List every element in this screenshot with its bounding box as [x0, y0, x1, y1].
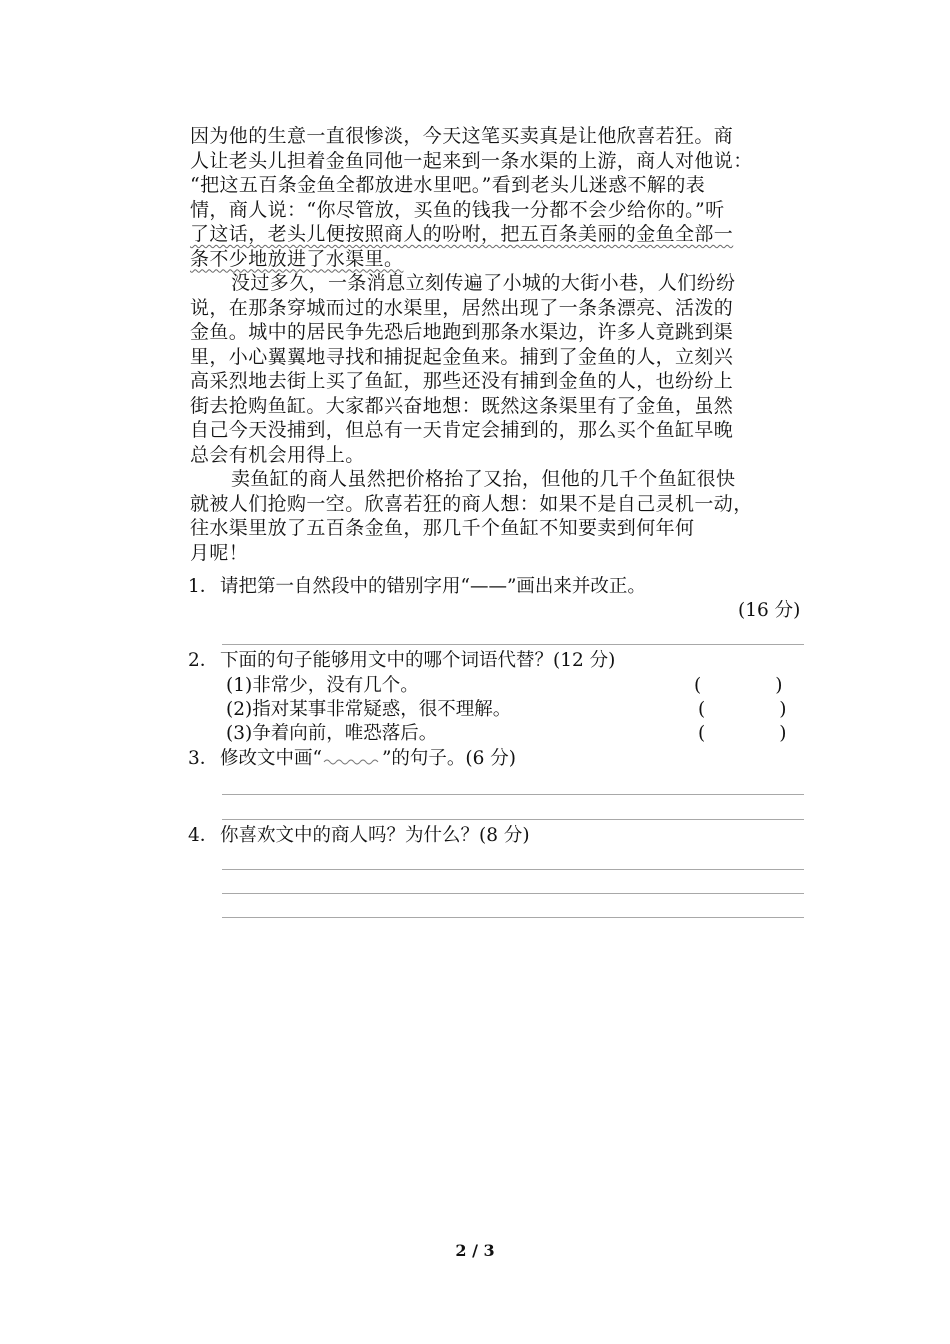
wavy-line-mark	[322, 749, 382, 759]
question-2-item-1-answer-blank[interactable]: ( )	[694, 675, 783, 696]
question-2-item-3-answer-blank[interactable]: ( )	[698, 723, 787, 744]
question-4-answer-line-3[interactable]	[222, 917, 804, 918]
question-3-answer-line-1[interactable]	[222, 794, 804, 795]
passage-line-18: 月呢！	[190, 541, 249, 564]
question-4-number: 4．	[188, 825, 219, 846]
question-3-number: 3．	[188, 748, 219, 769]
question-2-item-2-answer-blank[interactable]: ( )	[698, 699, 787, 720]
question-3-answer-line-2[interactable]	[222, 819, 804, 820]
passage-line-16: 就被人们抢购一空。欣喜若狂的商人想：如果不是自己灵机一动，	[190, 492, 753, 515]
page-number: 2 / 3	[455, 1241, 495, 1260]
passage-line-1: 因为他的生意一直很惨淡，今天这笔买卖真是让他欣喜若狂。商	[190, 125, 734, 147]
question-3-text-before: 修改文中画“	[220, 748, 322, 769]
passage-line-17: 往水渠里放了五百条金鱼，那几千个鱼缸不知要卖到何年何	[190, 517, 695, 539]
question-1-score: (16 分)	[738, 600, 801, 621]
passage-line-3: “把这五百条金鱼全都放进水里吧。”看到老头儿迷惑不解的表	[190, 174, 706, 196]
question-2-item-1: (1)非常少，没有几个。	[226, 675, 419, 696]
question-1-number: 1．	[188, 576, 219, 597]
question-4-answer-line-1[interactable]	[222, 869, 804, 870]
passage-line-12: 街去抢购鱼缸。大家都兴奋地想：既然这条渠里有了金鱼，虽然	[190, 394, 734, 417]
question-2-number: 2．	[188, 650, 219, 671]
question-2-item-3: (3)争着向前，唯恐落后。	[226, 723, 438, 744]
question-4	[188, 824, 530, 848]
passage-line-15: 卖鱼缸的商人虽然把价格抬了又抬，但他的几千个鱼缸很快	[231, 468, 736, 490]
question-1-text: 请把第一自然段中的错别字用“——”画出来并改正。	[220, 576, 646, 597]
passage-line-14: 总会有机会用得上。	[190, 443, 365, 466]
question-3	[188, 747, 516, 771]
passage-line-6-wavy-underlined: 条不少地放进了水渠里。	[190, 247, 404, 270]
passage	[190, 124, 810, 565]
question-2	[188, 649, 615, 673]
question-3-text-after: ”的句子。(6 分)	[381, 748, 517, 769]
passage-line-9: 金鱼。城中的居民争先恐后地跑到那条水渠边，许多人竟跳到渠	[190, 321, 734, 343]
passage-line-13: 自己今天没捕到，但总有一天肯定会捕到的，那么买个鱼缸早晚	[190, 419, 734, 441]
passage-line-8: 说，在那条穿城而过的水渠里，居然出现了一条条漂亮、活泼的	[190, 296, 734, 319]
passage-line-7: 没过多久，一条消息立刻传遍了小城的大街小巷，人们纷纷	[231, 272, 736, 294]
question-4-text: 你喜欢文中的商人吗？为什么？(8 分)	[220, 825, 530, 846]
question-4-answer-line-2[interactable]	[222, 893, 804, 894]
passage-line-10: 里，小心翼翼地寻找和捕捉起金鱼来。捕到了金鱼的人，立刻兴	[190, 345, 734, 368]
question-1	[188, 575, 646, 599]
passage-line-2: 人让老头儿担着金鱼同他一起来到一条水渠的上游，商人对他说：	[190, 149, 753, 172]
passage-line-5-wavy-underlined: 了这话，老头儿便按照商人的吩咐，把五百条美丽的金鱼全部一	[190, 223, 734, 245]
question-2-text: 下面的句子能够用文中的哪个词语代替？(12 分)	[220, 650, 616, 671]
question-2-item-2: (2)指对某事非常疑惑，很不理解。	[226, 699, 512, 720]
passage-line-4: 情，商人说：“你尽管放，买鱼的钱我一分都不会少给你的。”听	[190, 198, 725, 221]
passage-line-11: 高采烈地去街上买了鱼缸，那些还没有捕到金鱼的人，也纷纷上	[190, 370, 734, 392]
question-1-answer-line[interactable]	[222, 644, 804, 645]
